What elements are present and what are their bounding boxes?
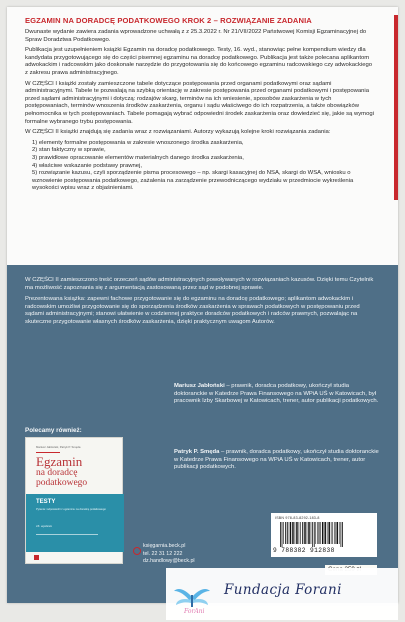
barcode-label [271, 513, 377, 557]
book-back-cover [7, 7, 398, 603]
minibook-teal-band [26, 494, 124, 552]
publisher-seal-icon [133, 547, 141, 555]
author-bio-jablonski [174, 383, 379, 406]
barcode-bar [332, 522, 333, 544]
isbn-text: ISBN 978-83-8292-183-8 [275, 516, 320, 520]
barcode-bar [337, 522, 339, 544]
author-name: Patryk P. Smęda [174, 449, 220, 455]
paragraph-rulings: W CZĘŚCI II zamieszczono treść orzeczeń sądów administracyjnych powoływanych w rozwiązaniach kazusów. Dzięki temu Czytelnik ma możliwość zapoznania się z argumentacją zastosowaną przez sąd w podobnej sprawie. [25, 277, 374, 291]
barcode-bar [292, 522, 294, 544]
barcode-bar [285, 522, 286, 544]
minibook-testy-label: TESTY [36, 499, 56, 505]
barcode-bar [327, 522, 328, 544]
barcode-bar [300, 522, 301, 544]
paragraph-publication: Publikacja jest uzupełnieniem książki Egzamin na doradcę podatkowego. Testy, 16. wyd., stanowiąc pełne kompendium wiedzy dla kandydata przygotowującego się do części pisemnej egzaminu na doradcę podatkowego. Publikacja jest także polecana aplikantom adwokackim i radcowskim jako doskonałe narzędzie do przygotowania się do końcowego egzaminu radcowskiego czy adwokackiego z zakresu prawa administracyjnego. [25, 47, 373, 76]
minibook-edition: 16. wydanie [36, 524, 53, 528]
barcode-bar [302, 522, 303, 544]
barcode-bar [339, 522, 340, 544]
barcode-bar [307, 522, 308, 544]
lower-description [25, 277, 377, 331]
barcode-bar [295, 522, 296, 544]
barcode-digits: 9 788382 912838 [273, 547, 335, 554]
foundation-name: Fundacja Forani [224, 582, 342, 598]
minibook-accent-line [36, 452, 60, 453]
barcode-bar [334, 522, 335, 544]
contact-phone: tel. 22 31 12 222 [143, 550, 183, 557]
minibook-subtitle: Pytania i odpowiedzi z egzaminu na doradcę podatkowego [36, 508, 106, 511]
step-item: 5) rozwiązanie kazusu, czyli sporządzenie pisma procesowego – np. skargi kasacyjnej do NSA, skargi do WSA, wniosku o wznowienie postępowania podatkowego, zażalenia na zarządzenie przewodniczącego wydziału w przedmiocie wykreślenia wysokości wpisu wraz z objaśnieniami. [32, 170, 354, 192]
barcode-bar [317, 522, 318, 544]
minibook-divider [36, 534, 98, 535]
description-text [25, 16, 375, 196]
barcode-bar [312, 522, 313, 547]
barcode-bar [283, 522, 284, 544]
steps-list [32, 140, 375, 193]
step-item: 3) prawidłowe opracowanie elementów materialnych danego środka zaskarżenia, [32, 154, 244, 161]
barcode-icon [279, 522, 371, 547]
barcode-bar [299, 522, 300, 544]
minibook-title-line: podatkowego [36, 478, 88, 488]
minibook-title [36, 456, 87, 488]
paragraph-part-two: W CZĘŚCI II książki znajdują się zadania wraz z rozwiązaniami. Autorzy wykazują kolejne kroki rozwiązania zadania: [25, 129, 331, 136]
author-name: Mariusz Jabłoński [174, 383, 225, 389]
cover-upper-section [7, 7, 398, 265]
barcode-bar [311, 522, 312, 544]
paragraph-part-one: W CZĘŚCI I książki zostały zamieszczone tabele dotyczące postępowania przed organami podatkowymi oraz sądami administracyjnymi. Tabele te pozwalają na szybką orientację w zakresie postępowania przed organami podatkowymi i postępowania przed sądami administracyjnymi i dotyczą: rodzajów skarg, terminów na ich wniesienie, sposobów zaskarżenia w tych postępowaniach, terminów wnoszenia środków zaskarżenia, organu i sądu właściwego do ich rozpatrzenia, a także obowiązków pełnomocnika w tych postępowaniach. Tabele pomagają wybrać odpowiedni środek zaskarżenia oraz dowiedzieć się, jakie są wymogi formalne wybranego trybu postępowania. [25, 80, 374, 125]
barcode-bar [304, 522, 306, 544]
contact-website: księgarnia.beck.pl [143, 543, 186, 549]
author-bio-smeda [174, 449, 379, 472]
barcode-bar [280, 522, 281, 547]
contact-email: dz.handlowy@beck.pl [143, 558, 195, 564]
barcode-bar [287, 522, 288, 544]
recommended-book-cover [25, 437, 123, 564]
barcode-bar [324, 522, 326, 544]
recommend-heading: Polecamy również: [25, 427, 82, 434]
barcode-bar [315, 522, 316, 544]
step-item: 4) właściwe wskazanie podstawy prawnej, [32, 162, 143, 169]
foundation-logo-icon [170, 571, 214, 615]
cover-heading: EGZAMIN NA DORADCĘ PODATKOWEGO KROK 2 – ROZWIĄZANIE ZADANIA [25, 16, 312, 25]
barcode-bar [314, 522, 315, 547]
barcode-bar [322, 522, 324, 544]
barcode-bar [296, 522, 298, 544]
minibook-title-line: na doradcę [36, 468, 78, 478]
minibook-title-line: Egzamin [36, 454, 83, 469]
step-item: 1) elementy formalne postępowania w zakresie wnoszonego środka zaskarżenia, [32, 139, 244, 146]
barcode-bar [342, 522, 343, 547]
barcode-bar [320, 522, 321, 544]
author-bio: – prawnik, doradca podatkowy, ukończył studia doktoranckie w Katedrze Prawa Finansowego na WPiA UŚ w Katowicach, trener, autor publikacji podatkowych. [174, 449, 379, 471]
barcode-bar [290, 522, 292, 544]
publisher-contact [143, 543, 195, 566]
barcode-bar [331, 522, 332, 544]
publisher-logo-icon [34, 555, 39, 560]
author-bio: – prawnik, doradca podatkowy, ukończył studia doktoranckie w Katedrze Prawa Finansowego na WPiA UŚ w Katowicach, był pracownik Izby Skarbowej w Katowicach, trener, autor publikacji podatkowych. [174, 383, 379, 405]
minibook-authors: Mariusz Jabłoński, Patryk P. Smęda [36, 445, 81, 449]
paragraph-book-benefits: Prezentowana książka: zapewni fachowe przygotowanie się do egzaminu na doradcę podatkowego; aplikantom adwokackim i radcowskim umożliwi przygotowanie się do sporządzenia środków zaskarżenia w sprawach podatkowych w postępowaniu przed sądami administracyjnymi; stanowi ułatwienie w codziennej praktyce doradców podatkowych i radców prawnych, pozwalając na skuteczne przygotowanie własnych środków zaskarżenia, dzięki praktycznym uwagom Autorów. [25, 296, 360, 325]
foundation-watermark [166, 568, 398, 620]
barcode-bar [341, 522, 342, 547]
logo-text: ForAni [184, 608, 205, 615]
paragraph-edition: Dwunaste wydanie zawiera zadania wprowadzone uchwałą z z 25.3.2022 r. Nr 21/VII/2022 Państwowej Komisji Egzaminacyjnej do Spraw Doradztwa Podatkowego. [25, 29, 367, 43]
barcode-bar [308, 522, 310, 544]
step-item: 2) stan faktyczny w sprawie, [32, 147, 106, 154]
barcode-bar [328, 522, 330, 544]
barcode-bar [282, 522, 283, 547]
cover-lower-panel [7, 265, 398, 603]
red-accent-tab [394, 15, 398, 200]
